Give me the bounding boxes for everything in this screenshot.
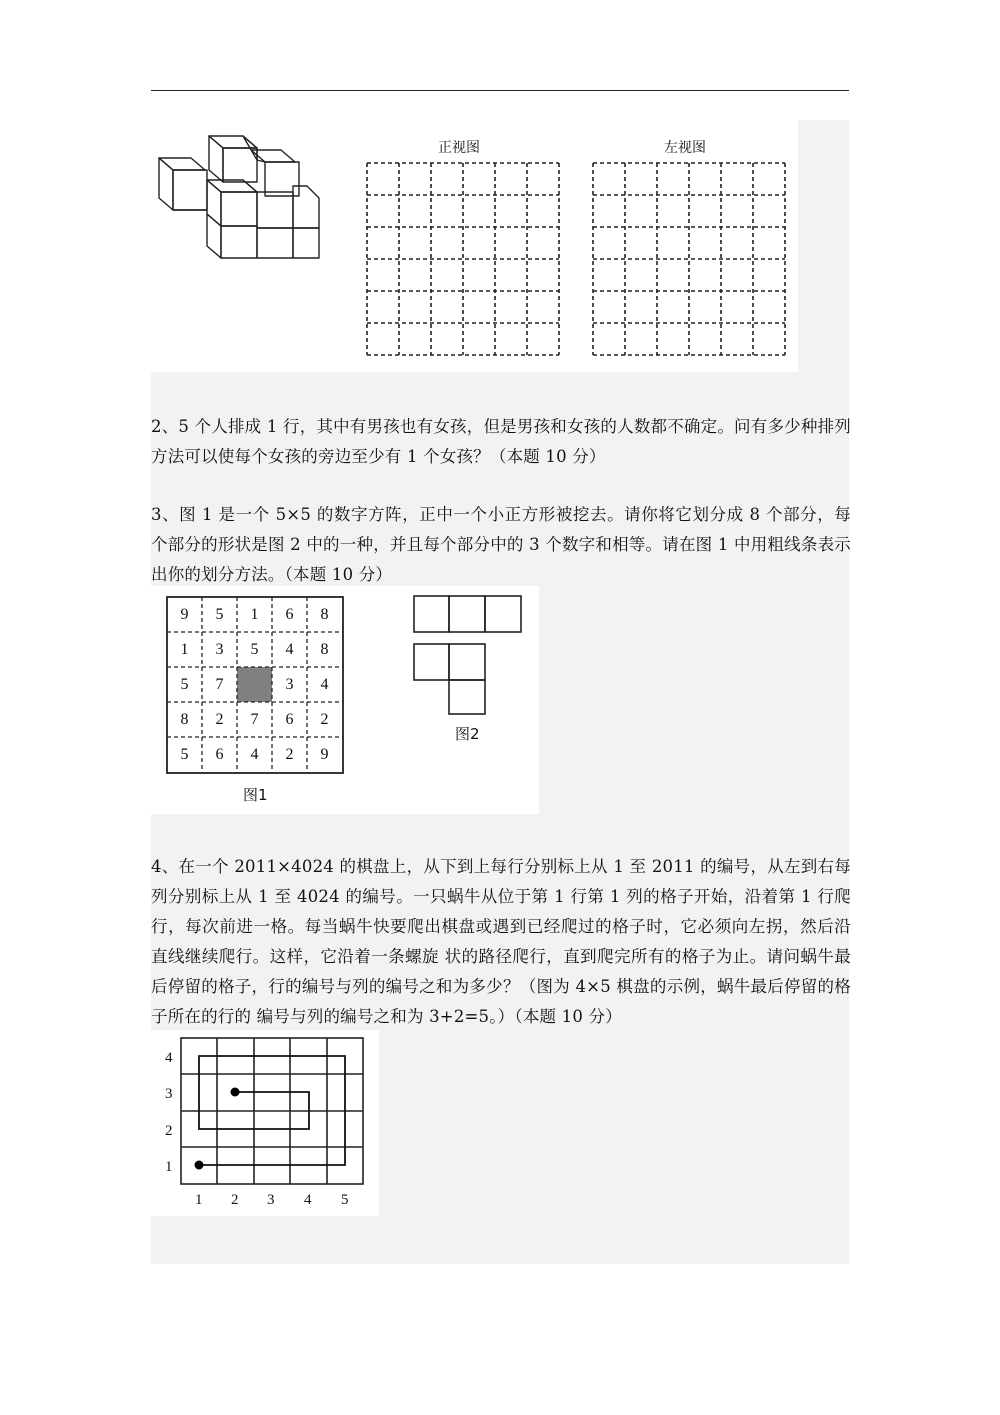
figure-1-cell: 5 (215, 605, 224, 623)
figure-1-cell: 7 (250, 710, 259, 728)
row-label-2: 2 (165, 1123, 173, 1139)
figure-1-cell: 4 (320, 675, 329, 693)
figure-1-cell: 5 (180, 675, 189, 693)
left-view-grid[interactable] (592, 162, 788, 358)
figure-1-cell: 8 (320, 640, 329, 658)
figure-1-cell: 6 (285, 710, 294, 728)
figure-1-cell: 8 (320, 605, 329, 623)
figure-1-cell: 5 (180, 745, 189, 763)
figure-1-cell: 9 (180, 605, 189, 623)
col-label-1: 1 (195, 1192, 203, 1208)
figure-1-cell: 2 (285, 745, 294, 763)
figure-1-cell: 4 (250, 745, 259, 763)
figure-1-cell: 7 (215, 675, 224, 693)
snail-board[interactable] (151, 1030, 379, 1216)
question-3: 3、图 1 是一个 5×5 的数字方阵，正中一个小正方形被挖去。请你将它划分成 8 个部分，每个部分的形状是图 2 中的一种，并且每个部分中的 3 个数字和相等。请在图 1 中用粗线条表示出你的划分方法。（本题 10 分） (151, 505, 851, 584)
figure-1-cell: 2 (320, 710, 329, 728)
row-label-3: 3 (165, 1086, 173, 1102)
figure-1-number-grid[interactable] (166, 596, 344, 774)
snail-end-dot (231, 1088, 240, 1097)
snail-start-dot (195, 1161, 204, 1170)
figure-2-caption: 图2 (455, 725, 480, 743)
question-2: 2、5 个人排成 1 行，其中有男孩也有女孩，但是男孩和女孩的人数都不确定。问有多少种排列方法可以使每个女孩的旁边至少有 1 个女孩？（本题 10 分） (151, 417, 851, 466)
figure-1-cell: 4 (285, 640, 294, 658)
front-view-label: 正视图 (438, 140, 480, 156)
figure-1-caption: 图1 (243, 786, 268, 804)
col-label-5: 5 (341, 1192, 349, 1208)
figure-2-shapes (412, 594, 524, 716)
col-label-4: 4 (304, 1192, 312, 1208)
figure-1-cell: 2 (215, 710, 224, 728)
figure-1-cell: 3 (215, 640, 224, 658)
figure-1-cell: 9 (320, 745, 329, 763)
front-view-grid[interactable] (366, 162, 562, 358)
figure-1-cell: 1 (250, 605, 259, 623)
figure-1-cell: 5 (250, 640, 259, 658)
col-label-3: 3 (267, 1192, 275, 1208)
figure-1-cell: 8 (180, 710, 189, 728)
header-rule (151, 90, 849, 91)
figure-1-cell: 3 (285, 675, 294, 693)
row-label-4: 4 (165, 1050, 173, 1066)
figure-1-cell: 1 (180, 640, 189, 658)
col-label-2: 2 (231, 1192, 239, 1208)
question-4: 4、在一个 2011×4024 的棋盘上，从下到上每行分别标上从 1 至 2011 的编号，从左到右每列分别标上从 1 至 4024 的编号。一只蜗牛从位于第 1 行第 1 列的格子开始，沿着第 1 行爬行，每次前进一格。每当蜗牛快要爬出棋盘或遇到已经爬过的格子时，它必须向左拐，然后沿直线继续爬行。这样，它沿着一条螺旋 状的路径爬行，直到爬完所有的格子为止。请问蜗牛最后停留的格子，行的编号与列的编号之和为多少？（图为 4×5 棋盘的示例，蜗牛最后停留的格子所在的行的 编号与列的编号之和为 3+2=5。）（本题 10 分） (151, 857, 851, 1026)
figure-1-cell: 6 (215, 745, 224, 763)
cube-stack-figure (151, 120, 331, 270)
left-view-label: 左视图 (664, 140, 706, 156)
figure-1-cell: 6 (285, 605, 294, 623)
row-label-1: 1 (165, 1159, 173, 1175)
